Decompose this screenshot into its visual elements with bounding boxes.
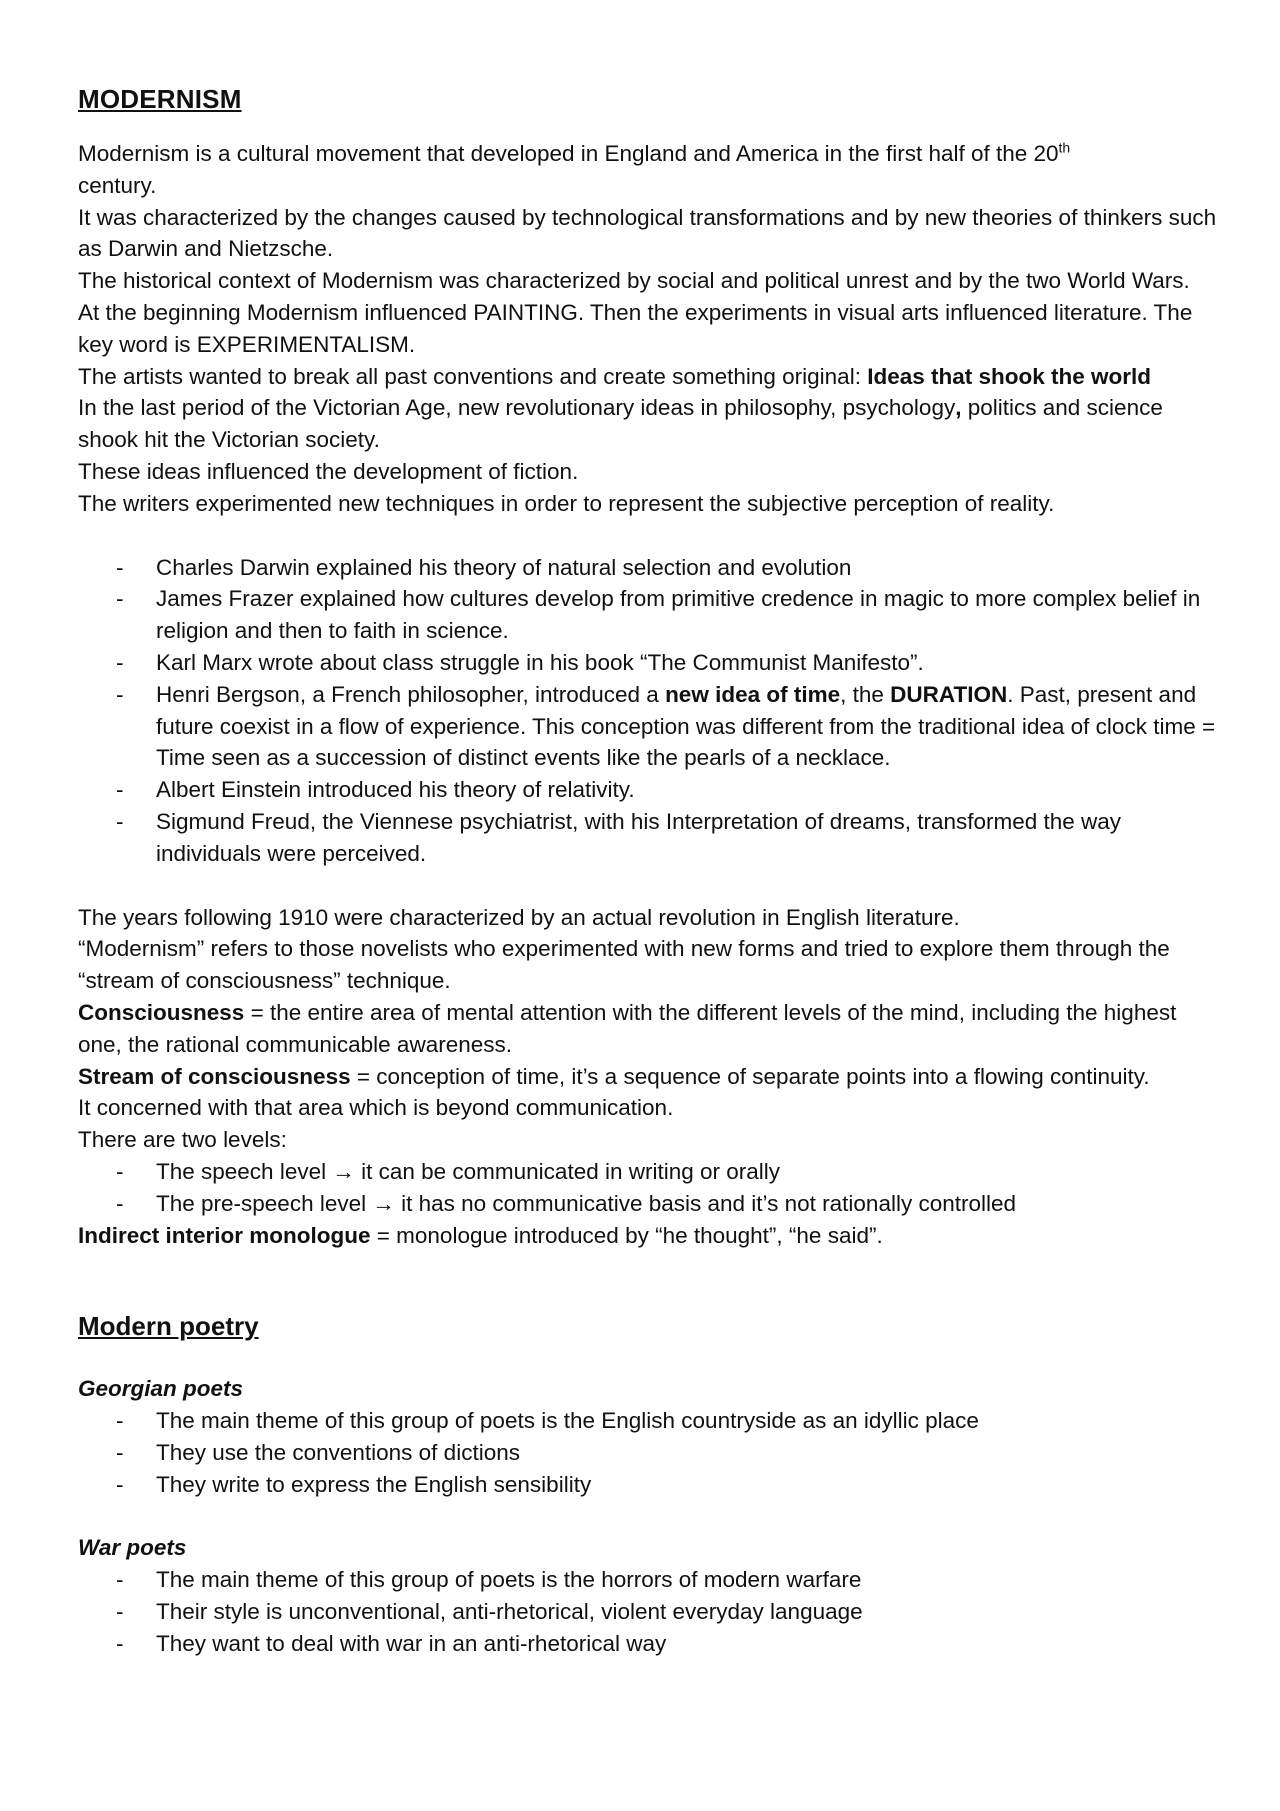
war-section bbox=[78, 1532, 1218, 1659]
stream-definition bbox=[78, 1061, 1218, 1093]
georgian-section bbox=[78, 1373, 1218, 1500]
thinkers-list bbox=[78, 552, 1218, 870]
list-item: - They use the conventions of dictions bbox=[78, 1437, 1218, 1469]
list-item-bergson bbox=[78, 679, 1218, 774]
superscript-th: th bbox=[1058, 139, 1071, 156]
stream-def: = conception of time, it’s a sequence of separate points into a flowing continuity. bbox=[350, 1063, 1150, 1089]
concerned-paragraph: It concerned with that area which is beyond communication. bbox=[78, 1095, 674, 1121]
intro-line: The historical context of Modernism was characterized by social and political unrest and by the two World Wars. bbox=[78, 268, 1190, 294]
intro-text-end: century. bbox=[78, 172, 157, 198]
intro-line: It was characterized by the changes caused by technological transformations and by new theories of thinkers such as Darwin and Nietzsche. bbox=[78, 204, 1217, 262]
stream-term: Stream of consciousness bbox=[78, 1063, 351, 1089]
list-item: - Their style is unconventional, anti-rhetorical, violent everyday language bbox=[78, 1596, 1218, 1628]
consciousness-definition bbox=[78, 997, 1218, 1061]
consciousness-def: = the entire area of mental attention with the different levels of the mind, including the highest one, the rational communicable awareness. bbox=[78, 999, 1177, 1057]
artists-bold: Ideas that shook the world bbox=[867, 363, 1151, 389]
years-paragraph: The years following 1910 were characterized by an actual revolution in English literature. bbox=[78, 904, 960, 930]
subheading-georgian-poets: Georgian poets bbox=[78, 1376, 244, 1402]
list-item-einstein: - Albert Einstein introduced his theory of relativity. bbox=[78, 774, 1218, 806]
victorian-text-a: In the last period of the Victorian Age, new revolutionary ideas in philosophy, psychology bbox=[78, 395, 956, 421]
revolution-section bbox=[78, 902, 1218, 1252]
list-item: - They write to express the English sensibility bbox=[78, 1469, 1218, 1501]
bergson-bold-duration: DURATION bbox=[890, 681, 1008, 707]
list-item-speech-level: - The speech level → it can be communicated in writing or orally bbox=[78, 1156, 1218, 1188]
subheading-war-poets: War poets bbox=[78, 1535, 187, 1561]
two-levels-paragraph: There are two levels: bbox=[78, 1127, 287, 1153]
victorian-comma: , bbox=[955, 395, 962, 421]
victorian-text-b: politics and science shook hit the Victorian society. bbox=[78, 395, 1163, 453]
page-title: MODERNISM bbox=[78, 84, 242, 114]
levels-list bbox=[78, 1156, 1218, 1220]
list-item: - The main theme of this group of poets is the horrors of modern warfare bbox=[78, 1564, 1218, 1596]
list-item-frazer: - James Frazer explained how cultures develop from primitive credence in magic to more complex belief in religion and then to faith in science. bbox=[78, 583, 1218, 647]
list-item-pre-speech-level: - The pre-speech level → it has no communicative basis and it’s not rationally controlled bbox=[78, 1188, 1218, 1220]
list-item-freud: - Sigmund Freud, the Viennese psychiatrist, with his Interpretation of dreams, transformed the way individuals were perceived. bbox=[78, 806, 1218, 870]
writers-paragraph: The writers experimented new techniques in order to represent the subjective perception of reality. bbox=[78, 490, 1055, 516]
artists-text: The artists wanted to break all past conventions and create something original: bbox=[78, 363, 868, 389]
list-item: - The main theme of this group of poets is the English countryside as an idyllic place bbox=[78, 1405, 1218, 1437]
list-item: - They want to deal with war in an anti-rhetorical way bbox=[78, 1628, 1218, 1660]
intro-text: Modernism is a cultural movement that developed in England and America in the first half of the 20 bbox=[78, 141, 1059, 166]
modernism-ref-paragraph: “Modernism” refers to those novelists who experimented with new forms and tried to explore them through the “stream of consciousness” technique. bbox=[78, 936, 1170, 994]
list-item-marx: - Karl Marx wrote about class struggle in his book “The Communist Manifesto”. bbox=[78, 647, 1218, 679]
fiction-paragraph: These ideas influenced the development of fiction. bbox=[78, 458, 579, 484]
consciousness-term: Consciousness bbox=[78, 999, 245, 1025]
document-content bbox=[78, 82, 1218, 1660]
intro-paragraph bbox=[78, 138, 1218, 202]
monologue-definition bbox=[78, 1220, 1218, 1252]
bergson-text-b: , the bbox=[840, 681, 891, 707]
georgian-list bbox=[78, 1405, 1218, 1500]
list-item-darwin: - Charles Darwin explained his theory of natural selection and evolution bbox=[78, 552, 1218, 584]
bergson-bold-time: new idea of time bbox=[665, 681, 841, 707]
artists-paragraph bbox=[78, 361, 1218, 393]
monologue-term: Indirect interior monologue bbox=[78, 1222, 371, 1248]
victorian-paragraph bbox=[78, 392, 1218, 456]
intro-line: At the beginning Modernism influenced PAINTING. Then the experiments in visual arts influenced literature. The key word is EXPERIMENTALISM. bbox=[78, 299, 1193, 357]
section-heading-modern-poetry: Modern poetry bbox=[78, 1311, 259, 1342]
bergson-text-a: Henri Bergson, a French philosopher, introduced a bbox=[156, 681, 666, 707]
intro-section bbox=[78, 138, 1218, 520]
war-list bbox=[78, 1564, 1218, 1659]
monologue-def: = monologue introduced by “he thought”, “he said”. bbox=[370, 1222, 883, 1248]
bergson-text-c: . Past, present and future coexist in a flow of experience. This conception was different from the traditional idea of clock time = Time seen as a succession of distinct events like the pearls of a necklace. bbox=[156, 681, 1216, 771]
